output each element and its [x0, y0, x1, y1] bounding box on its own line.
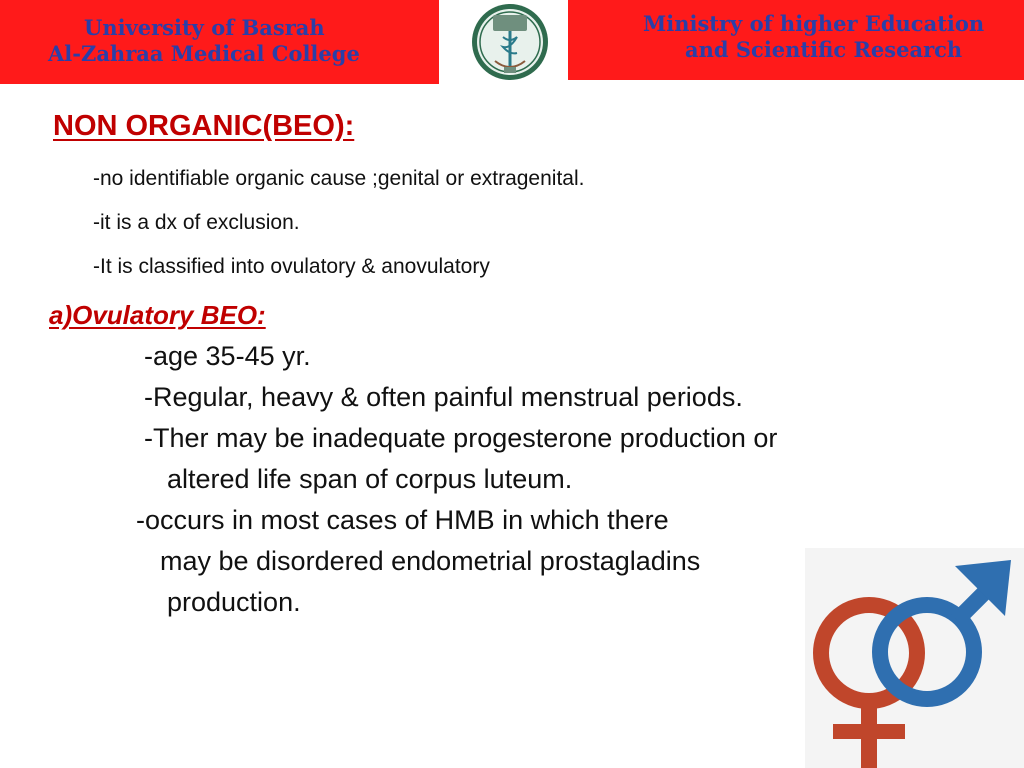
ovulatory-line: -Regular, heavy & often painful menstrual periods.: [144, 382, 743, 412]
bullet-line: -it is a dx of exclusion.: [93, 211, 300, 234]
ovulatory-line: -occurs in most cases of HMB in which there: [136, 505, 669, 535]
college-name: Al-Zahraa Medical College: [48, 41, 360, 66]
ministry-name: Ministry of higher Education: [643, 11, 985, 36]
university-name: University of Basrah: [84, 15, 325, 40]
bullet-line: -It is classified into ovulatory & anovulatory: [93, 255, 490, 278]
ovulatory-subheading: a)Ovulatory BEO:: [49, 300, 266, 330]
ovulatory-line: may be disordered endometrial prostagladins: [160, 546, 701, 576]
university-seal-icon: [471, 3, 549, 81]
section-title: NON ORGANIC(BEO):: [53, 110, 355, 142]
ovulatory-line: -age 35-45 yr.: [144, 341, 311, 371]
ministry-subtitle: and Scientific Research: [685, 37, 963, 62]
ovulatory-line: production.: [167, 587, 301, 617]
ovulatory-line: altered life span of corpus luteum.: [167, 464, 573, 494]
male-female-symbol-icon: [805, 548, 1024, 768]
ovulatory-line: -Ther may be inadequate progesterone production or: [144, 423, 778, 453]
bullet-line: -no identifiable organic cause ;genital or extragenital.: [93, 167, 585, 190]
